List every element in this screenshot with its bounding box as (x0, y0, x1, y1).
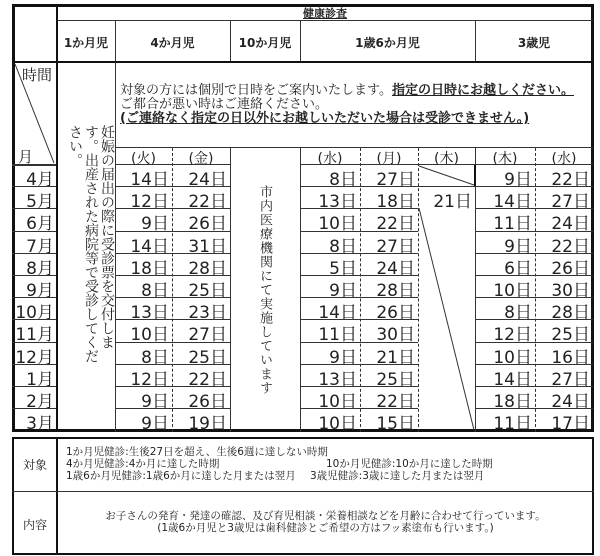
month-label: 10月 (15, 303, 54, 324)
info-text: 対象の方には個別で日時をご案内いたします。 (120, 83, 392, 98)
date-cell: 27日 (551, 192, 590, 213)
date-cell: 8日 (329, 236, 357, 257)
date-cell: 24日 (376, 258, 415, 279)
date-cell: 14日 (493, 369, 532, 390)
date-cell: 25日 (551, 325, 590, 346)
date-cell: 12日 (493, 325, 532, 346)
date-cell: 17日 (551, 414, 590, 435)
date-cell: 14日 (130, 170, 169, 190)
col-header-4month: 4か月児 (150, 36, 195, 50)
date-cell: 14日 (318, 303, 357, 324)
date-cell: 8日 (329, 170, 357, 190)
month-label: 11月 (15, 325, 54, 346)
date-cell: 24日 (551, 392, 590, 412)
col-header-3year: 3歳児 (517, 36, 551, 50)
day-header: (火) (131, 151, 156, 167)
month-label: 6月 (26, 214, 54, 235)
date-cell: 10日 (318, 414, 357, 435)
date-cell: 28日 (551, 303, 590, 324)
date-cell: 16日 (551, 347, 590, 368)
day-header: (水) (317, 151, 343, 167)
month-label: 1月 (26, 369, 54, 390)
target-line-3a: 1歳6か月児健診:1歳6か月に達した月または翌月 (66, 470, 296, 482)
col-header-10month: 10か月児 (238, 36, 292, 50)
info-line-3: (ご連絡なく指定の日以外にお越しいただいた場合は受診できません。) (120, 111, 530, 126)
date-cell: 22日 (376, 214, 415, 235)
target-line-2a: 4か月児健診:4か月に達した時期 (66, 458, 220, 470)
date-cell: 25日 (376, 369, 415, 390)
date-cell: 27日 (551, 369, 590, 390)
divider (230, 147, 231, 432)
day-header: (水) (551, 151, 577, 167)
col-header-1month: 1か月児 (63, 36, 109, 50)
info-line-2: ご都合が悪い時はご連絡ください。 (120, 97, 329, 112)
date-cell: 10日 (493, 347, 532, 368)
date-cell: 25日 (188, 347, 227, 368)
date-cell: 12日 (130, 192, 169, 213)
divider (12, 491, 594, 492)
date-cell: 26日 (188, 392, 227, 412)
content-line-2: (1歳6か月児と3歳児は歯科健診とご希望の方はフッ素塗布も行います。) (157, 522, 494, 534)
target-line-3b: 3歳児健診:3歳に達した月または翌月 (310, 470, 485, 482)
month-label: 12月 (15, 347, 54, 368)
date-cell: 27日 (376, 170, 415, 190)
date-cell: 10日 (318, 214, 357, 235)
month-label: 4月 (26, 170, 54, 190)
date-cell: 24日 (188, 170, 227, 190)
col-header-18month: 1歳6か月児 (355, 36, 420, 50)
date-cell: 8日 (504, 303, 532, 324)
date-cell: 14日 (493, 192, 532, 213)
date-cell: 13日 (130, 303, 169, 324)
date-cell: 10日 (493, 281, 532, 301)
date-cell: 26日 (188, 214, 227, 235)
date-cell: 9日 (504, 236, 532, 257)
content-line-1: お子さんの発育・発達の確認、及び育児相談・栄養相談などを月齢に合わせて行っています。 (105, 510, 546, 522)
date-cell: 9日 (141, 214, 169, 235)
corner-time-label: 時間 (22, 66, 53, 84)
date-cell: 12日 (130, 369, 169, 390)
date-cell: 8日 (141, 281, 169, 301)
date-cell: 22日 (551, 170, 590, 190)
month-label: 5月 (26, 192, 54, 213)
date-cell: 19日 (188, 414, 227, 435)
date-cell: 25日 (188, 281, 227, 301)
one-month-note (67, 125, 115, 365)
date-cell: 11日 (493, 414, 532, 435)
target-label: 対象 (22, 458, 47, 472)
day-header: (木) (434, 151, 459, 167)
date-cell: 22日 (376, 392, 415, 412)
date-cell: 18日 (130, 258, 169, 279)
date-cell: 22日 (551, 236, 590, 257)
date-cell: 31日 (188, 236, 227, 257)
info-line-1 (120, 84, 574, 98)
date-cell: 18日 (376, 192, 415, 213)
date-cell: 27日 (188, 325, 227, 346)
month-label: 8月 (26, 258, 54, 279)
date-cell: 26日 (376, 303, 415, 324)
date-cell: 9日 (141, 392, 169, 412)
ten-month-note: 市内医療機関にて実施しています (257, 185, 272, 395)
date-cell: 23日 (188, 303, 227, 324)
date-cell: 6日 (504, 258, 532, 279)
date-cell: 8日 (141, 347, 169, 368)
date-cell: 9日 (329, 281, 357, 301)
date-cell: 27日 (376, 236, 415, 257)
date-cell: 21日 (433, 192, 472, 213)
info-emphasis: 指定の日時にお越しください。 (391, 83, 574, 98)
day-header: (木) (492, 151, 518, 167)
corner-month-label: 月 (18, 148, 34, 166)
month-label: 2月 (26, 392, 54, 412)
date-cell: 9日 (141, 414, 169, 435)
day-header: (金) (188, 151, 214, 167)
date-cell: 9日 (329, 347, 357, 368)
date-cell: 22日 (188, 192, 227, 213)
date-cell: 11日 (318, 325, 357, 346)
date-cell: 13日 (318, 192, 357, 213)
date-cell: 9日 (504, 170, 532, 190)
date-cell: 26日 (551, 258, 590, 279)
divider (56, 437, 58, 555)
date-cell: 14日 (130, 236, 169, 257)
month-label: 7月 (26, 236, 54, 257)
date-cell: 10日 (130, 325, 169, 346)
target-line-2b: 10か月児健診:10か月に達した時期 (326, 458, 493, 470)
note-col-2: 出産された病院等で受診してください。 (67, 125, 99, 363)
table-title: 健康診査 (303, 7, 347, 20)
note-col-1: 妊娠の届出の際に受診票を交付します。 (83, 125, 115, 349)
date-cell: 5日 (329, 258, 357, 279)
date-cell: 10日 (318, 392, 357, 412)
date-cell: 11日 (493, 214, 532, 235)
date-cell: 22日 (188, 369, 227, 390)
date-cell: 21日 (376, 347, 415, 368)
date-cell: 30日 (376, 325, 415, 346)
date-cell: 24日 (551, 214, 590, 235)
date-cell: 13日 (318, 369, 357, 390)
date-cell: 30日 (551, 281, 590, 301)
date-cell: 15日 (376, 414, 415, 435)
month-label: 9月 (26, 281, 54, 301)
date-cell: 28日 (376, 281, 415, 301)
day-header: (月) (376, 151, 402, 167)
target-line-1: 1か月児健診:生後27日を超え、生後6週に達しない時期 (66, 446, 328, 458)
date-cell: 28日 (188, 258, 227, 279)
date-cell: 18日 (493, 392, 532, 412)
month-label: 3月 (26, 414, 54, 435)
content-label: 内容 (22, 518, 47, 532)
